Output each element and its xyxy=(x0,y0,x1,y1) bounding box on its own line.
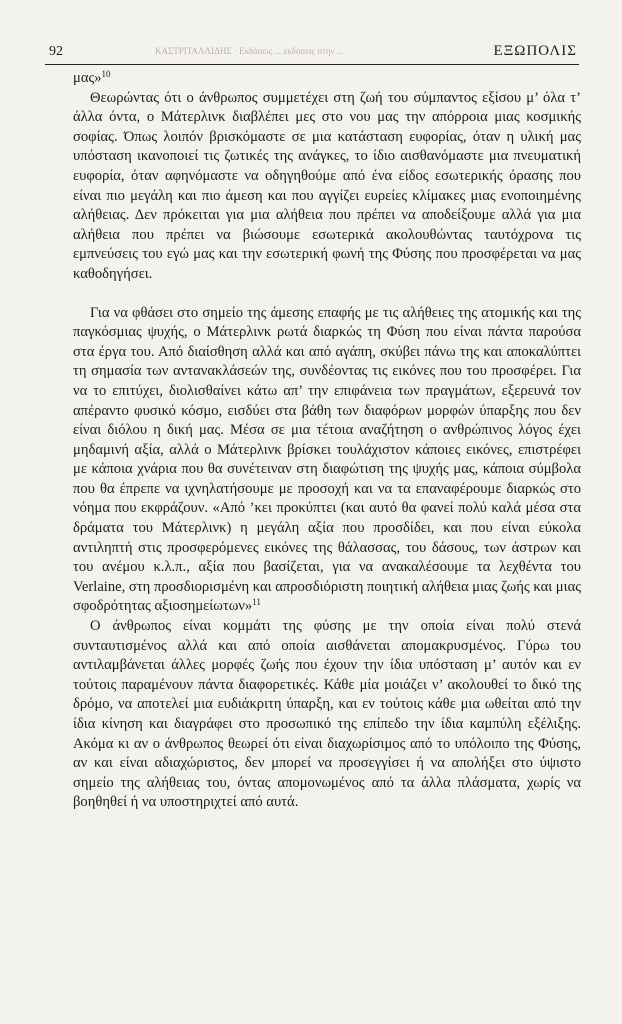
paragraph-text: μας» xyxy=(73,70,102,86)
page-number: 92 xyxy=(49,44,63,59)
footnote-ref[interactable]: 10 xyxy=(101,69,111,79)
paragraph xyxy=(73,304,581,618)
paragraph xyxy=(73,617,581,813)
paragraph-text: Για να φθάσει στο σημείο της άμεσης επαφής με τις αλήθειες της ατομικής και της παγκόσμιας ψυχής, ο Μάτερλινκ ρωτά διαρκώς τη Φύση που είναι πάντα παρούσα στα έργα του. Από διαίσθηση αλλά και από αγάπη, σκύβει πάνω της και αποκαλύπτει τη σημασία των αντανακλάσεών της, συνδέοντας τις εικόνες που του προσφέρει. Για να το επιτύχει, διολισθαίνει κάτω απ’ την επιφάνεια των πραγμάτων, εξερευνά τον απέραντο φυσικό κόσμο, εισδύει στα βάθη των διαφόρων μορφών ύπαρξης που δεν είναι διόλου η δική μας. Μέσα σε μια τέτοια αναζήτηση ο ανθρώπινος λόγος έχει μηδαμινή αξία, αλλά ο Μάτερλινκ βρίσκει τουλάχιστον κάποιες εικόνες, επιστρέφει με κάποια χνάρια που θα συνέτειναν στη διαφώτιση της ψυχής μας, κάποια σύμβολα που θα έπρεπε να ιχνηλατήσουμε με προσοχή και να τα επαναφέρουμε διαρκώς στο νόημα που εκφράζουν. «Από ’κει προκύπτει (και αυτό θα φανεί πολύ καλά μέσα στα δράματα του Μάτερλινκ) η μεγάλη αξία που προσδίδει, και που είναι εύκολα αντιληπτή στις προσφερόμενες εικόνες της θάλασσας, του δάσους, των άστρων και του ανέμου κ.λ.π., αξία που βασίζεται, για να ανακαλέσουμε τα λεχθέντα του Verlaine, στη προσδιορισμένη και απροσδιόριστη ποιητική αλήθεια μιας ζωής και μιας σφοδρότητας αξιοσημείωτων» xyxy=(73,304,581,615)
body-text xyxy=(73,69,581,813)
footnote-ref[interactable]: 11 xyxy=(252,597,261,608)
paragraph-text: Ο άνθρωπος είναι κομμάτι της φύσης με την οποία είναι πολύ στενά συνταυτισμένος αλλά και από οποία αισθάνεται απομακρυσμένος. Γύρω του αντιλαμβάνεται άλλες μορφές ζωής που έχουν την ίδια υπόσταση μ’ αυτόν και εν τούτοις παραμένουν πάντα διαφορετικές. Κάθε μία μοιάζει ν’ ακολουθεί το δικό της δρόμο, να αποτελεί μια ευδιάκριτη ύπαρξη, και εν τούτοις κάθε μια ωθείται από την ίδια κίνηση και διαγράφει στο προσωπικό της επίπεδο την ίδια καμπύλη εξέλιξης. Ακόμα κι αν ο άνθρωπος θεωρεί ότι είναι διαχωρίσιμος από το υπόλοιπο της Φύσης, αν και είναι αδιαχώριστος, δεν μπορεί να προσεγγίσει ή να απολήξει στο ύψιστο σημείο της αλήθειας του, όντας απομονωμένος από τα άλλα πλάσματα, χωρίς να βοηθηθεί ή να υποστηριχτεί από αυτά. xyxy=(73,618,581,811)
paragraph xyxy=(73,89,581,285)
header-rule xyxy=(45,64,579,65)
page-header xyxy=(45,40,577,62)
paragraph-text: Θεωρώντας ότι ο άνθρωπος συμμετέχει στη ζωή του σύμπαντος εξίσου μ’ όλα τ’ άλλα όντα, ο Μάτερλινκ διαβλέπει μες στο νου μας την απόρροια μιας κοσμικής σοφίας. Όπως λοιπόν βρισκόμαστε σε μια κατάσταση ευφορίας, όταν η υλική μας υπόσταση ικανοποιεί τις ζωτικές της ανάγκες, το ίδιο αισθανόμαστε μια πνευματική ευφορία, όταν αφηνόμαστε να οδηγηθούμε από ένα είδος εσωτερικής όρασης που είναι πιο μεγάλη και πιο άμεση και που αγγίζει ευρείες κλίμακες μιας ενοποιημένης αλήθειας. Δεν πρόκειται για μια αλήθεια που πρέπει να αποδείξουμε αλλά για μια αλήθεια που πρέπει να βιώσουμε εσωτερικά ακολουθώντας ταυτόχρονα τις εμπνεύσεις του εγώ μας και την εσωτερική φωνή της Φύσης που προσφέρεται να μας καθοδηγήσει. xyxy=(73,89,581,282)
bleed-through-text: ΚΑΣΤΡΙΤΑΛΛΙΔΗΣ · Εκδόσεις ... εκδόσεις στην ... xyxy=(155,46,344,56)
paragraph xyxy=(73,69,581,89)
journal-title: ΕΞΩΠΟΛΙΣ xyxy=(493,43,577,59)
